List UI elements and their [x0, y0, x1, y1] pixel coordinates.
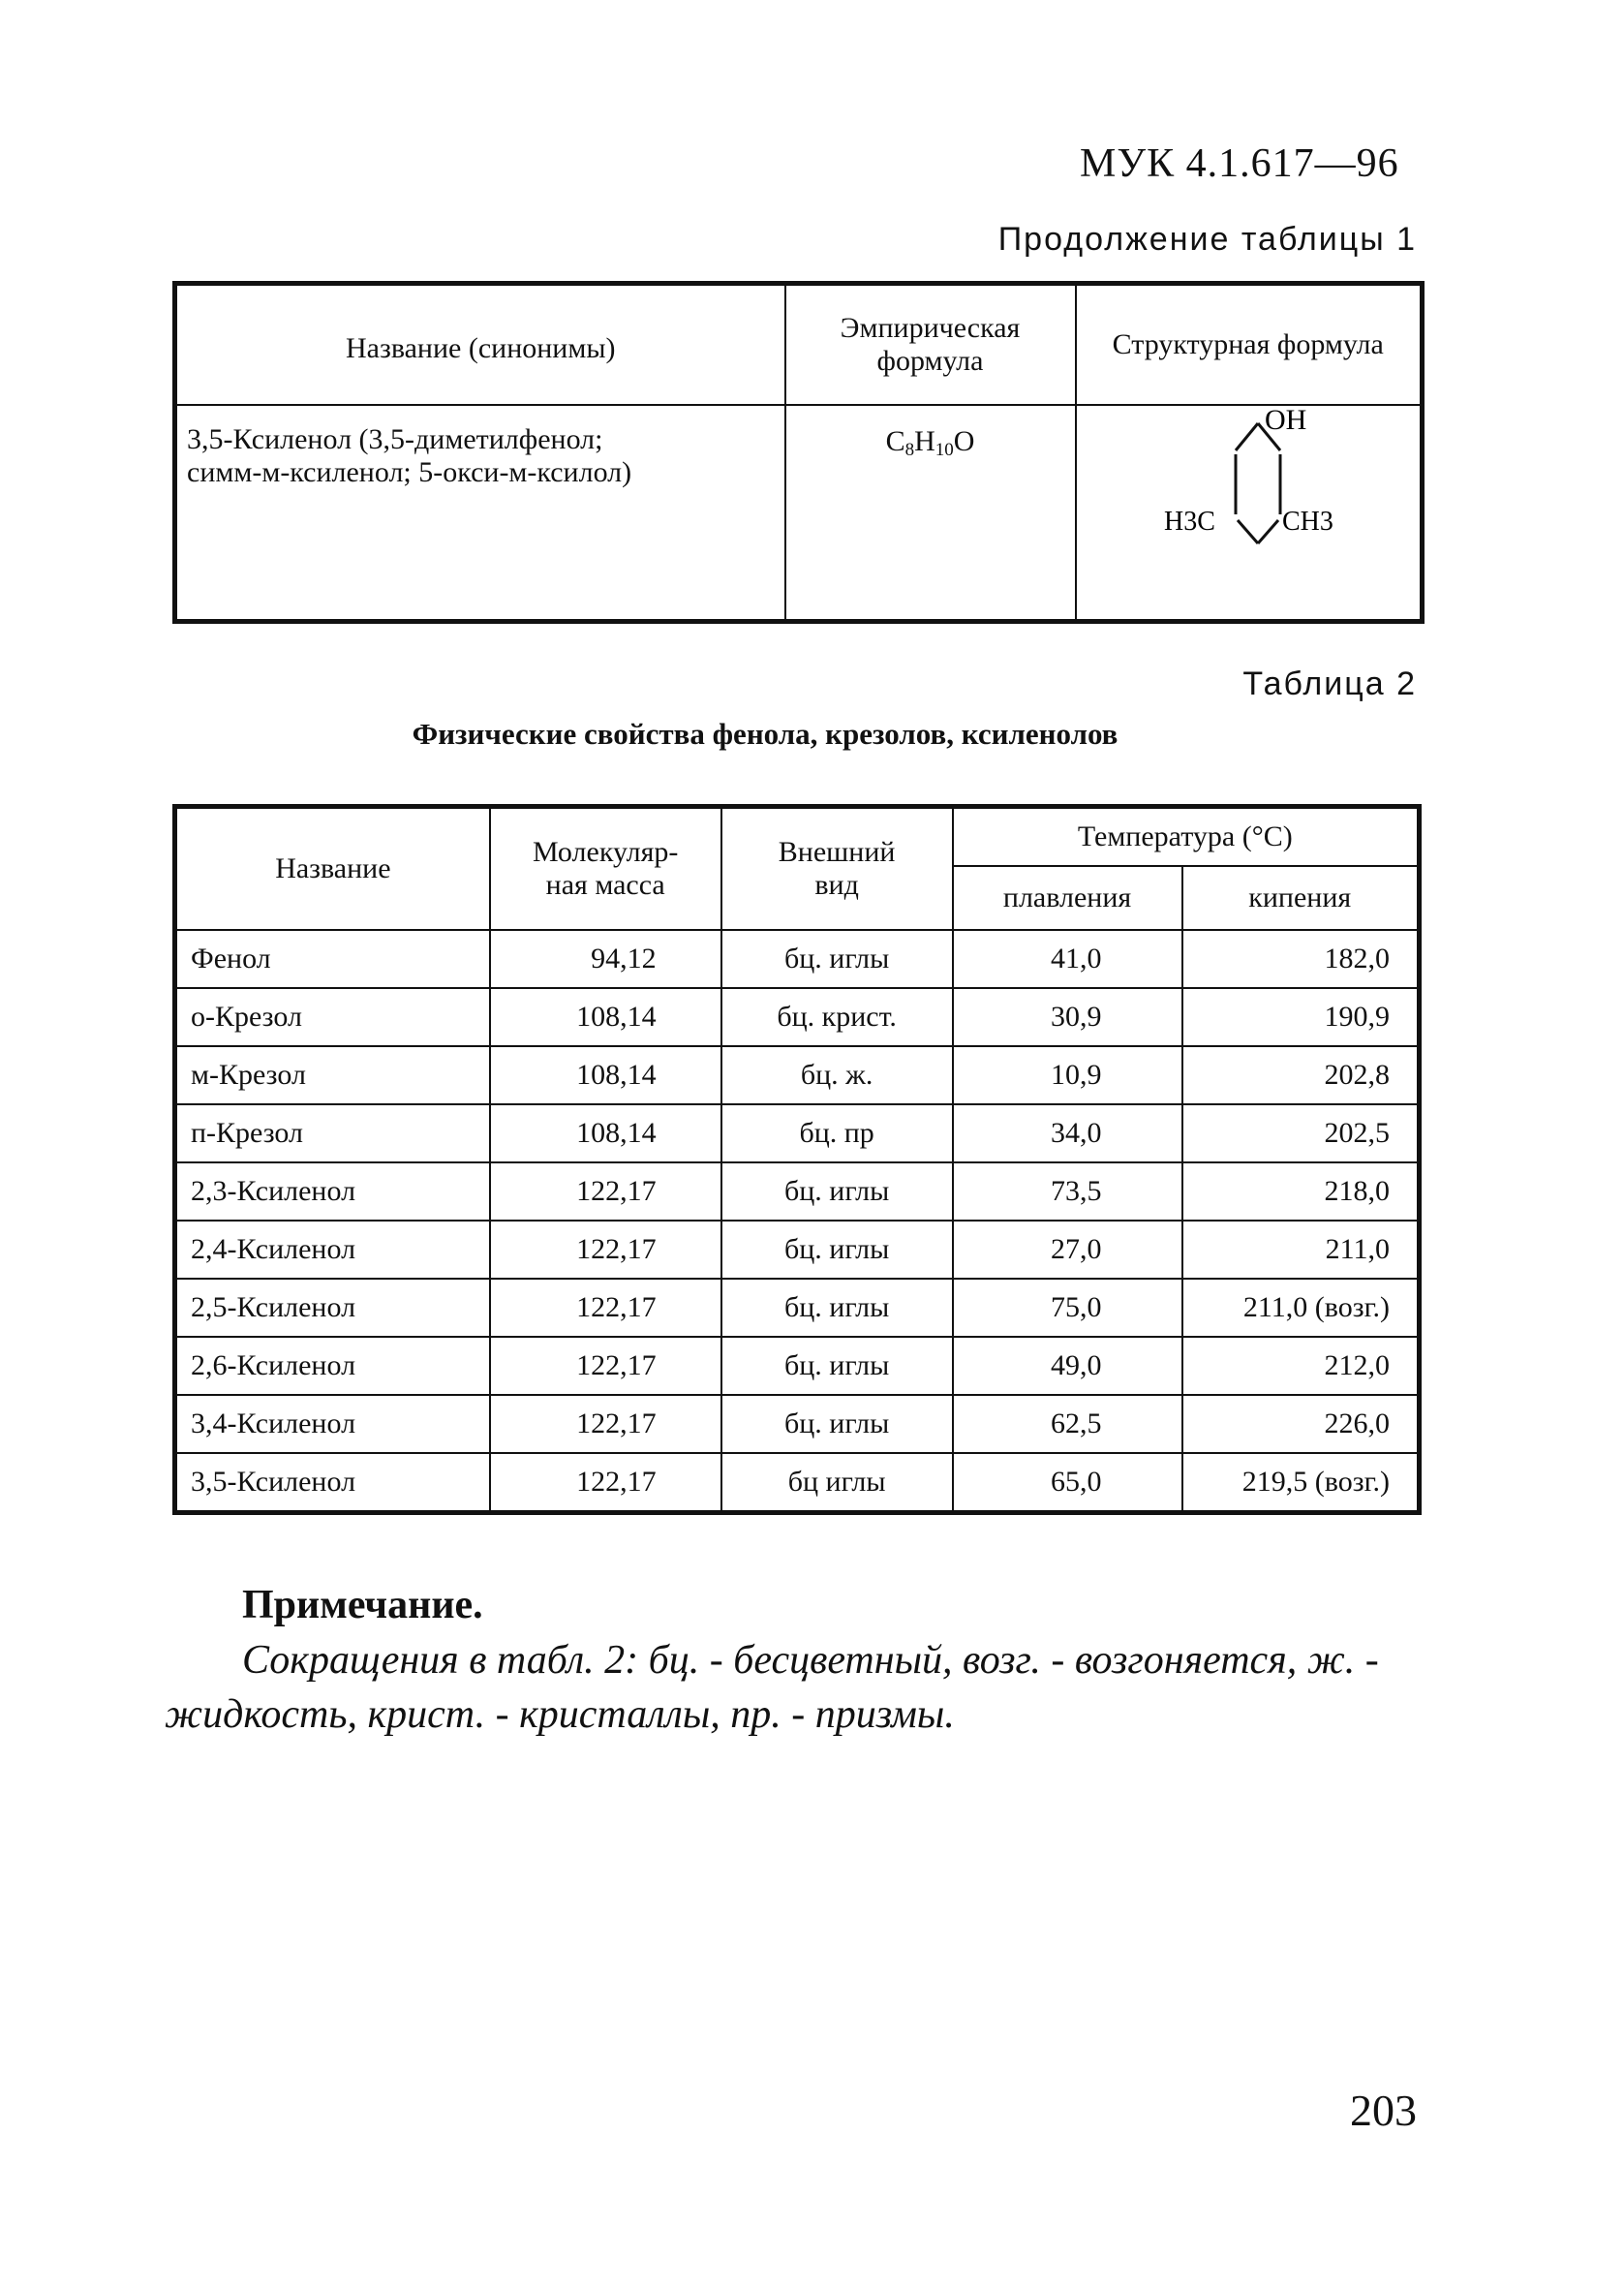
- cell-mass: 122,17: [490, 1279, 721, 1337]
- cell-name: п-Крезол: [175, 1104, 490, 1162]
- formula-c-count: 8: [904, 440, 915, 460]
- note-text: Сокращения в табл. 2: бц. - бесцветный, возг. - возгоняется, ж. - жидкость, крист. - кристаллы, пр. - призмы.: [165, 1638, 1379, 1737]
- cell-mass: 108,14: [490, 1104, 721, 1162]
- table-row: [175, 1337, 1420, 1395]
- cell-boiling: 190,9: [1182, 988, 1420, 1046]
- benzene-ring-drawing: [1077, 406, 1423, 600]
- compound-name-line1: 3,5-Ксиленол (3,5-диметилфенол;: [187, 423, 603, 455]
- cell-melting: 62,5: [953, 1395, 1182, 1453]
- cell-appearance: бц. пр: [721, 1104, 953, 1162]
- cell-mass: 122,17: [490, 1337, 721, 1395]
- cell-boiling: 211,0: [1182, 1221, 1420, 1279]
- ring-bond-bottom-right: [1258, 520, 1278, 543]
- table2-body: [175, 930, 1420, 1513]
- mass-header-line2: ная масса: [545, 869, 665, 901]
- cell-name: 2,6-Ксиленол: [175, 1337, 490, 1395]
- table-row: [175, 1279, 1420, 1337]
- cell-melting: 10,9: [953, 1046, 1182, 1104]
- document-code: МУК 4.1.617—96: [1080, 141, 1399, 186]
- table-row: [175, 1104, 1420, 1162]
- cell-name: Фенол: [175, 930, 490, 988]
- cell-appearance: бц. иглы: [721, 1162, 953, 1221]
- table2-header-mass: [490, 807, 721, 931]
- appearance-header-line1: Внешний: [778, 836, 896, 868]
- formula-h-count: 10: [935, 440, 954, 460]
- appearance-header-line2: вид: [814, 869, 859, 901]
- table2-label: Таблица 2: [1242, 665, 1417, 702]
- table2-header-appearance: [721, 807, 953, 931]
- table2-title: Физические свойства фенола, крезолов, ксиленолов: [412, 717, 1118, 751]
- cell-appearance: бц. иглы: [721, 1395, 953, 1453]
- cell-boiling: 212,0: [1182, 1337, 1420, 1395]
- oh-group-label: OH: [1264, 406, 1306, 436]
- table-row: [175, 1046, 1420, 1104]
- page-number: 203: [1350, 2086, 1417, 2135]
- formula-o: O: [953, 425, 975, 457]
- cell-name: 2,5-Ксиленол: [175, 1279, 490, 1337]
- table-row: [175, 930, 1420, 988]
- cell-mass: 122,17: [490, 1162, 721, 1221]
- table2-header-row-1: [175, 807, 1420, 867]
- cell-melting: 41,0: [953, 930, 1182, 988]
- formula-h: H: [914, 425, 935, 457]
- table2: [172, 804, 1422, 1515]
- cell-melting: 27,0: [953, 1221, 1182, 1279]
- cell-boiling: 218,0: [1182, 1162, 1420, 1221]
- note-heading: Примечание.: [242, 1583, 483, 1627]
- cell-mass: 122,17: [490, 1453, 721, 1513]
- cell-melting: 30,9: [953, 988, 1182, 1046]
- ring-bond-top-left: [1236, 423, 1258, 450]
- cell-melting: 34,0: [953, 1104, 1182, 1162]
- structural-formula-cell: [1076, 405, 1423, 622]
- table2-header-boiling: кипения: [1182, 866, 1420, 930]
- cell-appearance: бц. ж.: [721, 1046, 953, 1104]
- cell-appearance: бц иглы: [721, 1453, 953, 1513]
- cell-mass: 122,17: [490, 1395, 721, 1453]
- table1-header-name: Название (синонимы): [175, 284, 785, 406]
- table-row: [175, 1221, 1420, 1279]
- cell-appearance: бц. иглы: [721, 1337, 953, 1395]
- table2-header-temperature: Температура (°C): [953, 807, 1420, 867]
- cell-boiling: 219,5 (возг.): [1182, 1453, 1420, 1513]
- empirical-formula: [785, 405, 1076, 622]
- table1-row: [175, 405, 1423, 622]
- cell-mass: 108,14: [490, 1046, 721, 1104]
- cell-mass: 108,14: [490, 988, 721, 1046]
- cell-appearance: бц. иглы: [721, 1279, 953, 1337]
- cell-boiling: 182,0: [1182, 930, 1420, 988]
- cell-mass: 94,12: [490, 930, 721, 988]
- structural-formula: [1077, 406, 1421, 600]
- cell-mass: 122,17: [490, 1221, 721, 1279]
- cell-name: 2,4-Ксиленол: [175, 1221, 490, 1279]
- table-row: [175, 1395, 1420, 1453]
- cell-name: 3,5-Ксиленол: [175, 1453, 490, 1513]
- table1-header-empirical: Эмпирическая формула: [785, 284, 1076, 406]
- table1-caption: Продолжение таблицы 1: [997, 221, 1417, 258]
- methyl-right-label: CH3: [1281, 507, 1333, 537]
- table-row: [175, 1162, 1420, 1221]
- mass-header-line1: Молекуляр-: [533, 836, 679, 868]
- cell-appearance: бц. иглы: [721, 1221, 953, 1279]
- cell-boiling: 202,5: [1182, 1104, 1420, 1162]
- cell-name: м-Крезол: [175, 1046, 490, 1104]
- cell-appearance: бц. крист.: [721, 988, 953, 1046]
- table2-header-melting: плавления: [953, 866, 1182, 930]
- table-row: [175, 1453, 1420, 1513]
- compound-name-line2: симм-м-ксиленол; 5-окси-м-ксилол): [187, 456, 632, 488]
- cell-melting: 65,0: [953, 1453, 1182, 1513]
- table1-header-structural: Структурная формула: [1076, 284, 1423, 406]
- cell-boiling: 226,0: [1182, 1395, 1420, 1453]
- cell-boiling: 211,0 (возг.): [1182, 1279, 1420, 1337]
- table-row: [175, 988, 1420, 1046]
- methyl-left-label: H3C: [1163, 507, 1215, 537]
- cell-appearance: бц. иглы: [721, 930, 953, 988]
- cell-name: 3,4-Ксиленол: [175, 1395, 490, 1453]
- ring-bond-bottom-left: [1238, 520, 1258, 543]
- cell-melting: 49,0: [953, 1337, 1182, 1395]
- cell-name: о-Крезол: [175, 988, 490, 1046]
- cell-name: 2,3-Ксиленол: [175, 1162, 490, 1221]
- cell-melting: 75,0: [953, 1279, 1182, 1337]
- table1: [172, 281, 1425, 624]
- table1-name-cell: [175, 405, 785, 622]
- cell-boiling: 202,8: [1182, 1046, 1420, 1104]
- formula-c: C: [885, 425, 905, 457]
- table2-header-name: Название: [175, 807, 490, 931]
- cell-melting: 73,5: [953, 1162, 1182, 1221]
- table1-header-row: [175, 284, 1423, 406]
